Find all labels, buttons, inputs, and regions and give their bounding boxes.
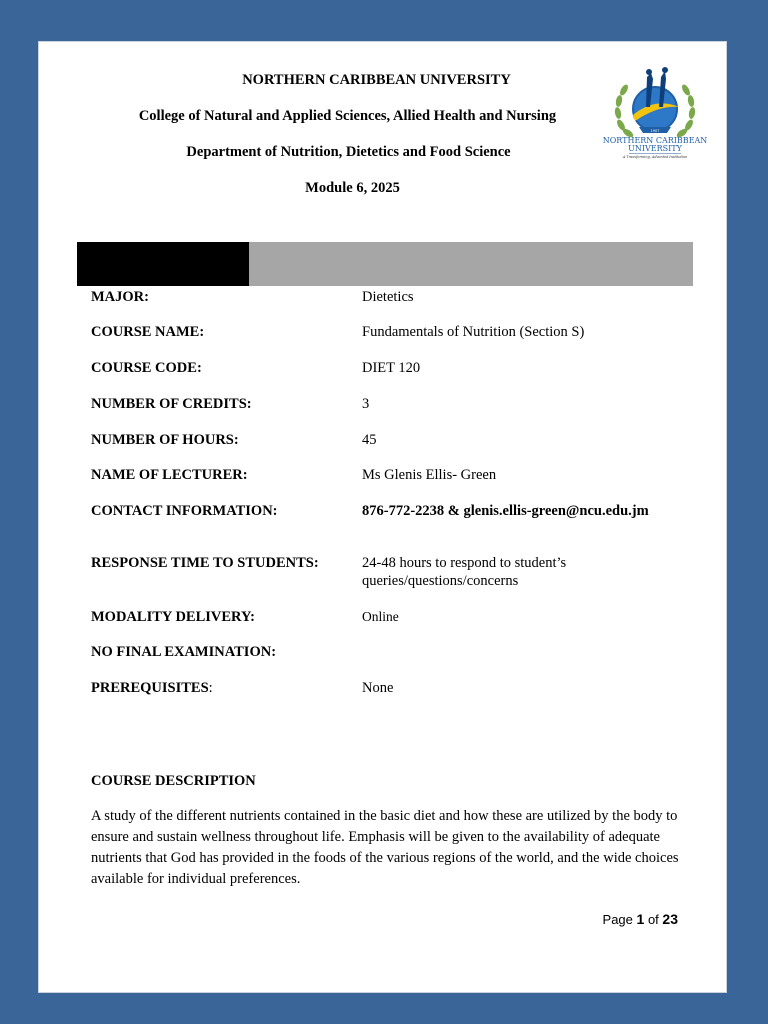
hours-label: NUMBER OF HOURS: [91, 432, 239, 448]
redacted-block [77, 242, 249, 286]
svg-text:UNIVERSITY: UNIVERSITY [628, 144, 682, 153]
prerequisites-label: PREREQUISITES: [91, 680, 213, 696]
modality-label: MODALITY DELIVERY: [91, 609, 255, 625]
major-label: MAJOR: [91, 289, 149, 305]
credits-label: NUMBER OF CREDITS: [91, 396, 252, 412]
course-code-label: COURSE CODE: [91, 360, 202, 376]
document-page [38, 41, 727, 993]
department-name: Department of Nutrition, Dietetics and Food Science [186, 144, 511, 160]
credits-value: 3 [362, 396, 370, 412]
contact-label: CONTACT INFORMATION: [91, 503, 278, 519]
svg-text:NORTHERN CARIBBEAN: NORTHERN CARIBBEAN [603, 136, 707, 145]
hours-value: 45 [362, 432, 377, 448]
course-code-value: DIET 120 [362, 360, 421, 376]
course-name-label: COURSE NAME: [91, 324, 205, 340]
lecturer-label: NAME OF LECTURER: [91, 467, 248, 483]
contact-value: 876-772-2238 & glenis.ellis-green@ncu.edu.jm [362, 503, 649, 519]
laurel-right-icon [675, 83, 696, 139]
course-description-title: COURSE DESCRIPTION [91, 773, 256, 789]
response-time-label: RESPONSE TIME TO STUDENTS: [91, 555, 319, 571]
university-name: NORTHERN CARIBBEAN UNIVERSITY [242, 72, 511, 88]
prerequisites-value: None [362, 680, 394, 696]
laurel-left-icon [614, 83, 635, 139]
modality-value: Online [362, 609, 399, 624]
svg-text:1907: 1907 [650, 129, 660, 133]
header-banner-bar [77, 242, 693, 286]
module-label: Module 6, 2025 [305, 180, 400, 196]
response-time-value: 24-48 hours to respond to student’s queries/questions/concerns [362, 555, 567, 589]
svg-text:A Transforming, Adventist Inst: A Transforming, Adventist Institution [622, 155, 688, 159]
college-name: College of Natural and Applied Sciences, Allied Health and Nursing [138, 108, 557, 124]
final-exam-label: NO FINAL EXAMINATION: [91, 644, 277, 660]
page-number: Page 1 of 23 [602, 911, 678, 927]
major-value: Dietetics [362, 289, 414, 305]
lecturer-value: Ms Glenis Ellis- Green [362, 467, 497, 483]
course-description-body: A study of the different nutrients contained in the basic diet and how these are utilized by the body to ensure and sustain wellness throughout life. Emphasis will be given to the availability of adequate nutrients that God has provided in the foods of the various regions of the world, and the wide choices available for individual preferences. [91, 808, 679, 887]
course-name-value: Fundamentals of Nutrition (Section S) [362, 324, 585, 340]
ncu-crest-logo [603, 67, 707, 167]
